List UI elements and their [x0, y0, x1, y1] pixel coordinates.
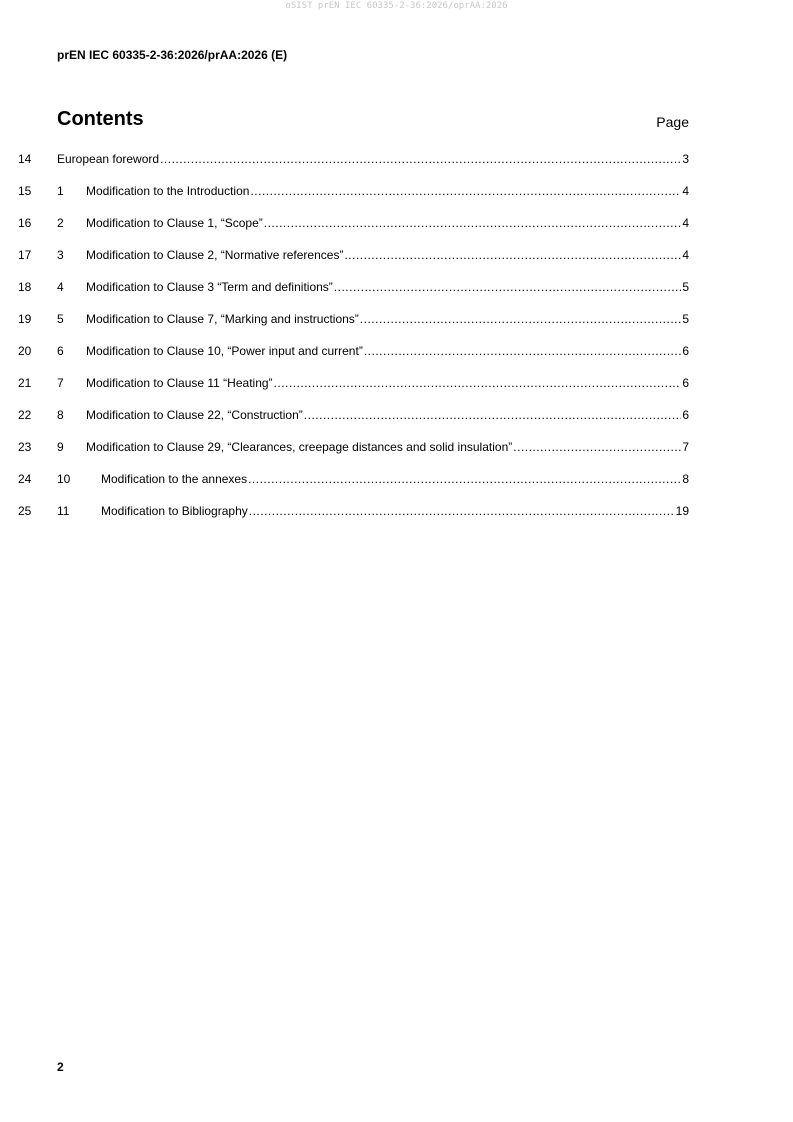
toc-entry[interactable] — [0, 150, 793, 182]
toc-entry-page: 5 — [682, 312, 689, 326]
dot-leader — [160, 150, 681, 168]
toc-entry-number: 10 — [57, 472, 71, 486]
toc-entry-title: Modification to Clause 22, “Construction” — [86, 408, 303, 422]
toc-entry-number: 8 — [57, 408, 64, 422]
toc-entry-title: Modification to Bibliography — [101, 504, 248, 518]
toc-entry[interactable] — [0, 438, 793, 470]
page-column-label: Page — [656, 114, 689, 130]
toc-entry-number: 11 — [57, 504, 70, 518]
toc-entry-number: 4 — [57, 280, 64, 294]
toc-entry-page: 3 — [682, 152, 689, 166]
toc-entry-title: Modification to Clause 29, “Clearances, creepage distances and solid insulation” — [86, 440, 513, 454]
line-number: 24 — [18, 472, 32, 486]
toc-entry[interactable] — [0, 246, 793, 278]
toc-entry-title: Modification to Clause 3 “Term and definitions” — [86, 280, 333, 294]
toc-entry[interactable] — [0, 182, 793, 214]
toc-entry[interactable] — [0, 278, 793, 310]
line-number: 25 — [18, 504, 32, 518]
line-number: 23 — [18, 440, 32, 454]
document-id-header: prEN IEC 60335-2-36:2026/prAA:2026 (E) — [57, 48, 288, 62]
toc-entry-page: 6 — [682, 376, 689, 390]
toc-entry-page: 5 — [682, 280, 689, 294]
toc-entry-title: Modification to Clause 7, “Marking and instructions” — [86, 312, 359, 326]
toc-entry-number: 2 — [57, 216, 64, 230]
toc-entry-number: 7 — [57, 376, 64, 390]
toc-entry-title: Modification to Clause 1, “Scope” — [86, 216, 263, 230]
line-number: 21 — [18, 376, 32, 390]
line-number: 22 — [18, 408, 32, 422]
toc-entry-page: 6 — [682, 408, 689, 422]
toc-entry-number: 9 — [57, 440, 64, 454]
line-number: 15 — [18, 184, 32, 198]
dot-leader — [360, 310, 682, 328]
toc-entry-title: Modification to Clause 10, “Power input and current” — [86, 344, 363, 358]
line-number: 19 — [18, 312, 32, 326]
line-number: 20 — [18, 344, 32, 358]
toc-entry-title: Modification to Clause 2, “Normative references” — [86, 248, 344, 262]
line-number: 18 — [18, 280, 32, 294]
page-number: 2 — [57, 1060, 64, 1074]
dot-leader — [304, 406, 682, 424]
toc-entry-title: Modification to the annexes — [101, 472, 248, 486]
toc-entry-title: Modification to the Introduction — [86, 184, 250, 198]
line-number: 16 — [18, 216, 32, 230]
toc-entry-number: 5 — [57, 312, 64, 326]
toc-entry[interactable] — [0, 374, 793, 406]
dot-leader — [513, 438, 681, 456]
toc-entry-page: 8 — [682, 472, 689, 486]
dot-leader — [274, 374, 682, 392]
toc-entry-page: 4 — [682, 216, 689, 230]
toc-entry-title: European foreword — [57, 152, 160, 166]
contents-heading: Contents — [57, 108, 144, 130]
toc-entry-page: 19 — [675, 504, 689, 518]
table-of-contents — [0, 150, 793, 534]
dot-leader — [364, 342, 682, 360]
toc-entry[interactable] — [0, 406, 793, 438]
toc-entry-title: Modification to Clause 11 “Heating” — [86, 376, 273, 390]
dot-leader — [249, 502, 675, 520]
toc-entry[interactable] — [0, 470, 793, 502]
dot-leader — [334, 278, 682, 296]
toc-entry-page: 4 — [682, 184, 689, 198]
line-number: 14 — [18, 152, 32, 166]
toc-entry[interactable] — [0, 310, 793, 342]
toc-entry[interactable] — [0, 214, 793, 246]
toc-entry-page: 6 — [682, 344, 689, 358]
toc-entry[interactable] — [0, 342, 793, 374]
toc-entry[interactable] — [0, 502, 793, 534]
dot-leader — [250, 182, 681, 200]
toc-entry-number: 1 — [57, 184, 64, 198]
watermark: oSIST prEN IEC 60335-2-36:2026/oprAA:2026 — [285, 1, 508, 11]
dot-leader — [248, 470, 681, 488]
line-number: 17 — [18, 248, 32, 262]
toc-entry-number: 6 — [57, 344, 64, 358]
toc-entry-page: 4 — [682, 248, 689, 262]
dot-leader — [344, 246, 681, 264]
toc-entry-page: 7 — [682, 440, 689, 454]
toc-entry-number: 3 — [57, 248, 64, 262]
dot-leader — [264, 214, 682, 232]
